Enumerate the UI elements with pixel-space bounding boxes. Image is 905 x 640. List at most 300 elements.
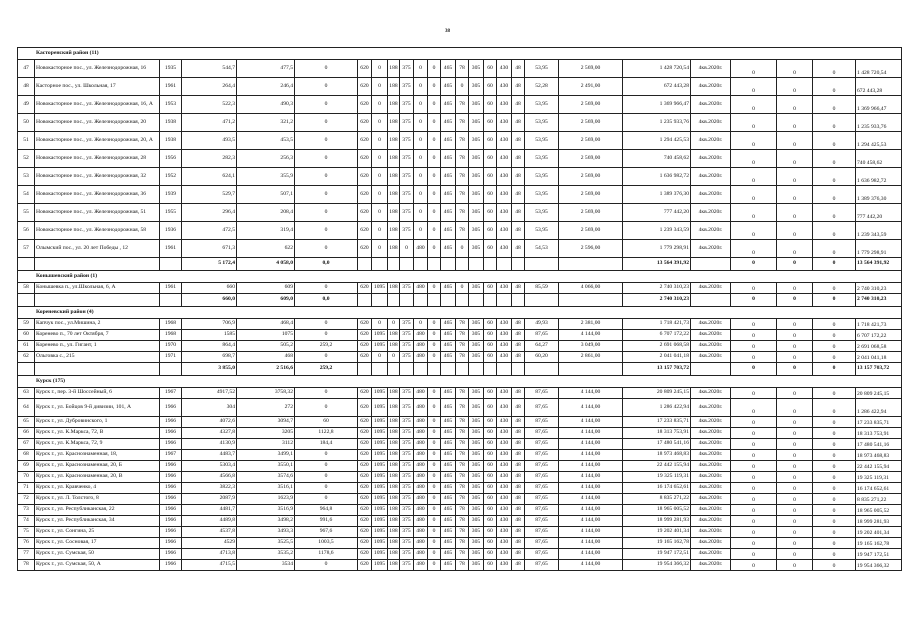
cell-z3: 0 <box>813 96 856 114</box>
cell-period: 4кв.2020г. <box>691 450 731 461</box>
cell-a1: 4537,8 <box>182 527 237 538</box>
table-row <box>18 472 902 483</box>
cell-c2: 0 <box>372 60 388 78</box>
cell-final: 1 235 933,76 <box>856 114 902 132</box>
cell-c7: 465 <box>441 417 456 428</box>
cell-addr: Новокасторное пос., ул. Железнодорожная, 32 <box>35 168 160 186</box>
cell-cost: 4 144,00 <box>559 560 623 571</box>
total-a2: 609,0 <box>237 294 295 307</box>
cell-a3: 0 <box>295 461 358 472</box>
cell-c12: 48 <box>512 472 525 483</box>
cell-a3: 0 <box>295 483 358 494</box>
total-year <box>160 363 182 376</box>
cell-z1: 0 <box>731 505 777 516</box>
cell-c6: 0 <box>428 60 441 78</box>
cell-period: 4кв.2020г. <box>691 240 731 258</box>
cell-year: 1935 <box>160 60 182 78</box>
table-row <box>18 388 902 399</box>
cell-c3: 188 <box>388 428 400 439</box>
cell-c3: 188 <box>388 560 400 571</box>
cell-c7: 465 <box>441 240 456 258</box>
cell-addr: Курск г., ул. Республиканская, 34 <box>35 516 160 527</box>
cell-year: 1971 <box>160 352 182 363</box>
cell-c8: 78 <box>456 168 469 186</box>
cell-cost: 4 144,00 <box>559 439 623 450</box>
cell-n: 56 <box>18 222 35 240</box>
cell-z1: 0 <box>731 204 777 222</box>
cell-c10: 60 <box>484 96 497 114</box>
cell-c4: 375 <box>400 96 414 114</box>
cell-a2: 256,3 <box>237 150 295 168</box>
cell-z2: 0 <box>777 283 813 294</box>
cell-c4: 0 <box>400 240 414 258</box>
total-a3: 259,2 <box>295 363 358 376</box>
cell-c4: 375 <box>400 60 414 78</box>
cell-c10: 60 <box>484 549 497 560</box>
total-c7 <box>441 363 456 376</box>
cell-z3: 0 <box>813 472 856 483</box>
cell-c4: 375 <box>400 330 414 341</box>
cell-z1: 0 <box>731 222 777 240</box>
total-z2: 0 <box>777 258 813 271</box>
cell-period: 4кв.2020г. <box>691 527 731 538</box>
cell-total: 740 458,62 <box>623 150 691 168</box>
cell-c12: 48 <box>512 483 525 494</box>
cell-c10: 60 <box>484 388 497 399</box>
cell-rate: 87,65 <box>525 538 559 549</box>
cell-cost: 4 144,00 <box>559 516 623 527</box>
cell-year: 1966 <box>160 549 182 560</box>
cell-a2: 3493,3 <box>237 527 295 538</box>
cell-c7: 465 <box>441 439 456 450</box>
cell-c7: 465 <box>441 168 456 186</box>
cell-cost: 2 569,00 <box>559 204 623 222</box>
cell-z2: 0 <box>777 516 813 527</box>
cell-a1: 4715,5 <box>182 560 237 571</box>
cell-c5: 480 <box>414 494 428 505</box>
cell-z1: 0 <box>731 439 777 450</box>
total-c4 <box>400 363 414 376</box>
cell-c1: 620 <box>358 494 372 505</box>
cell-c9: 305 <box>469 388 484 399</box>
cell-c5: 480 <box>414 527 428 538</box>
cell-c8: 78 <box>456 505 469 516</box>
cell-c11: 430 <box>497 388 512 399</box>
cell-period: 4кв.2020г. <box>691 352 731 363</box>
cell-total: 2 041 041,18 <box>623 352 691 363</box>
cell-c8: 78 <box>456 341 469 352</box>
cell-c1: 620 <box>358 114 372 132</box>
cell-a2: 246,4 <box>237 78 295 96</box>
cell-a2: 3550,1 <box>237 461 295 472</box>
cell-a1: 660 <box>182 283 237 294</box>
cell-year: 1966 <box>160 505 182 516</box>
cell-c2: 0 <box>372 114 388 132</box>
cell-a3: 60 <box>295 417 358 428</box>
cell-c4: 375 <box>400 549 414 560</box>
cell-total: 1 294 425,53 <box>623 132 691 150</box>
cell-rate: 87,65 <box>525 516 559 527</box>
cell-a2: 3205 <box>237 428 295 439</box>
cell-z2: 0 <box>777 483 813 494</box>
cell-c4: 375 <box>400 132 414 150</box>
cell-n: 76 <box>18 538 35 549</box>
cell-a2: 3535,2 <box>237 549 295 560</box>
cell-year: 1952 <box>160 168 182 186</box>
cell-c10: 60 <box>484 283 497 294</box>
cell-z3: 0 <box>813 399 856 417</box>
cell-rate: 87,65 <box>525 494 559 505</box>
table-row <box>18 204 902 222</box>
total-c6 <box>428 258 441 271</box>
cell-c4: 375 <box>400 527 414 538</box>
cell-c1: 620 <box>358 505 372 516</box>
cell-a2: 3499,1 <box>237 450 295 461</box>
cell-rate: 87,65 <box>525 388 559 399</box>
cell-final: 19 325 119,31 <box>856 472 902 483</box>
cell-z3: 0 <box>813 439 856 450</box>
cell-z3: 0 <box>813 352 856 363</box>
total-c7 <box>441 294 456 307</box>
cell-addr: Курск г., ул. Сумская, 50, А <box>35 560 160 571</box>
cell-a2: 468 <box>237 352 295 363</box>
cell-total: 17 480 541,16 <box>623 439 691 450</box>
cell-c11: 430 <box>497 399 512 417</box>
cell-a1: 4481,7 <box>182 505 237 516</box>
table-row <box>18 240 902 258</box>
table-row <box>18 494 902 505</box>
cell-a1: 5303,4 <box>182 461 237 472</box>
cell-a2: 622 <box>237 240 295 258</box>
cell-c9: 305 <box>469 341 484 352</box>
cell-c7: 465 <box>441 330 456 341</box>
cell-c2: 1095 <box>372 428 388 439</box>
cell-c1: 620 <box>358 538 372 549</box>
cell-c5: 0 <box>414 168 428 186</box>
cell-c2: 1095 <box>372 483 388 494</box>
cell-c2: 0 <box>372 204 388 222</box>
cell-a3: 964,8 <box>295 505 358 516</box>
cell-c9: 305 <box>469 222 484 240</box>
cell-c8: 78 <box>456 527 469 538</box>
cell-c1: 620 <box>358 450 372 461</box>
cell-n: 48 <box>18 78 35 96</box>
cell-cost: 4 144,00 <box>559 450 623 461</box>
cell-c2: 0 <box>372 352 388 363</box>
cell-year: 1938 <box>160 132 182 150</box>
cell-c11: 430 <box>497 428 512 439</box>
cell-n: 67 <box>18 439 35 450</box>
cell-a1: 864,4 <box>182 341 237 352</box>
cell-z3: 0 <box>813 186 856 204</box>
cell-rate: 53,95 <box>525 96 559 114</box>
cell-a3: 0 <box>295 472 358 483</box>
cell-c12: 48 <box>512 168 525 186</box>
cell-c9: 305 <box>469 204 484 222</box>
total-z3: 0 <box>813 294 856 307</box>
cell-year: 1966 <box>160 472 182 483</box>
cell-z1: 0 <box>731 319 777 330</box>
table-row <box>18 450 902 461</box>
section-header <box>18 307 902 319</box>
cell-n: 72 <box>18 494 35 505</box>
total-c2 <box>372 294 388 307</box>
cell-year: 1966 <box>160 527 182 538</box>
cell-c2: 1095 <box>372 283 388 294</box>
cell-a2: 453,5 <box>237 132 295 150</box>
cell-z1: 0 <box>731 96 777 114</box>
cell-z3: 0 <box>813 417 856 428</box>
cell-c9: 305 <box>469 494 484 505</box>
cell-total: 18 973 468,83 <box>623 450 691 461</box>
cell-z3: 0 <box>813 505 856 516</box>
cell-z1: 0 <box>731 132 777 150</box>
cell-c9: 305 <box>469 428 484 439</box>
cell-c10: 60 <box>484 560 497 571</box>
cell-cost: 2 861,00 <box>559 352 623 363</box>
cell-z2: 0 <box>777 549 813 560</box>
cell-final: 18 965 005,52 <box>856 505 902 516</box>
cell-z3: 0 <box>813 538 856 549</box>
cell-c12: 48 <box>512 505 525 516</box>
cell-c6: 0 <box>428 319 441 330</box>
cell-c10: 60 <box>484 78 497 96</box>
cell-a2: 3498,2 <box>237 516 295 527</box>
total-a1: 3 855,0 <box>182 363 237 376</box>
cell-c5: 480 <box>414 240 428 258</box>
cell-period: 4кв.2020г. <box>691 549 731 560</box>
cell-period: 4кв.2020г. <box>691 560 731 571</box>
cell-addr: Курск г., ул. Краснознаменная, 20, В <box>35 472 160 483</box>
table-row <box>18 319 902 330</box>
cell-c11: 430 <box>497 222 512 240</box>
cell-n: 75 <box>18 527 35 538</box>
cell-c6: 0 <box>428 527 441 538</box>
total-z3: 0 <box>813 258 856 271</box>
cell-c11: 430 <box>497 549 512 560</box>
cell-c9: 305 <box>469 538 484 549</box>
cell-c2: 1095 <box>372 527 388 538</box>
cell-c6: 0 <box>428 78 441 96</box>
cell-c9: 305 <box>469 549 484 560</box>
cell-c11: 430 <box>497 352 512 363</box>
cell-year: 1966 <box>160 560 182 571</box>
cell-z2: 0 <box>777 352 813 363</box>
cell-cost: 4 144,00 <box>559 428 623 439</box>
table-row <box>18 527 902 538</box>
cell-c5: 480 <box>414 549 428 560</box>
cell-z3: 0 <box>813 204 856 222</box>
cell-z1: 0 <box>731 399 777 417</box>
cell-a3: 1122,8 <box>295 428 358 439</box>
cell-total: 20 809 245,15 <box>623 388 691 399</box>
cell-c4: 375 <box>400 560 414 571</box>
cell-addr: Курск г., ул. К.Маркса, 72, В <box>35 428 160 439</box>
cell-c4: 375 <box>400 168 414 186</box>
cell-c7: 465 <box>441 505 456 516</box>
cell-rate: 87,65 <box>525 560 559 571</box>
cell-z1: 0 <box>731 494 777 505</box>
cell-a1: 529,7 <box>182 186 237 204</box>
cell-final: 18 313 753,91 <box>856 428 902 439</box>
cell-z2: 0 <box>777 461 813 472</box>
cell-total: 1 718 421,73 <box>623 319 691 330</box>
cell-c2: 1095 <box>372 330 388 341</box>
cell-a3: 967,6 <box>295 527 358 538</box>
cell-a1: 4566,8 <box>182 472 237 483</box>
cell-z1: 0 <box>731 240 777 258</box>
cell-c4: 375 <box>400 341 414 352</box>
cell-c5: 480 <box>414 399 428 417</box>
cell-year: 1966 <box>160 417 182 428</box>
cell-z1: 0 <box>731 78 777 96</box>
table-row <box>18 283 902 294</box>
cell-c2: 1095 <box>372 341 388 352</box>
cell-period: 4кв.2020г. <box>691 319 731 330</box>
cell-z3: 0 <box>813 341 856 352</box>
cell-c12: 48 <box>512 341 525 352</box>
total-n <box>18 294 35 307</box>
cell-rate: 87,65 <box>525 417 559 428</box>
cell-c1: 620 <box>358 330 372 341</box>
cell-c6: 0 <box>428 516 441 527</box>
cell-a1: 522,3 <box>182 96 237 114</box>
cell-c12: 48 <box>512 428 525 439</box>
cell-c7: 465 <box>441 428 456 439</box>
total-addr <box>35 363 160 376</box>
total-c11 <box>497 363 512 376</box>
cell-c5: 0 <box>414 150 428 168</box>
cell-cost: 3 049,00 <box>559 341 623 352</box>
cell-rate: 87,65 <box>525 549 559 560</box>
cell-cost: 4 144,00 <box>559 538 623 549</box>
cell-z3: 0 <box>813 168 856 186</box>
cell-c8: 78 <box>456 417 469 428</box>
cell-period: 4кв.2020г. <box>691 505 731 516</box>
cell-rate: 87,65 <box>525 399 559 417</box>
cell-c3: 188 <box>388 538 400 549</box>
cell-n: 63 <box>18 388 35 399</box>
cell-z2: 0 <box>777 96 813 114</box>
cell-c11: 430 <box>497 417 512 428</box>
cell-period: 4кв.2020г. <box>691 341 731 352</box>
cell-rate: 54,53 <box>525 240 559 258</box>
cell-a1: 493,5 <box>182 132 237 150</box>
cell-year: 1956 <box>160 150 182 168</box>
cell-total: 19 954 366,32 <box>623 560 691 571</box>
total-period <box>691 294 731 307</box>
cell-c11: 430 <box>497 60 512 78</box>
total-period <box>691 258 731 271</box>
table-row <box>18 96 902 114</box>
cell-final: 18 999 281,93 <box>856 516 902 527</box>
cell-rate: 87,65 <box>525 483 559 494</box>
cell-cost: 2 491,00 <box>559 78 623 96</box>
cell-c4: 375 <box>400 505 414 516</box>
cell-c6: 0 <box>428 505 441 516</box>
cell-c6: 0 <box>428 204 441 222</box>
cell-c6: 0 <box>428 240 441 258</box>
cell-a1: 1585 <box>182 330 237 341</box>
cell-period: 4кв.2020г. <box>691 150 731 168</box>
cell-a2: 321,2 <box>237 114 295 132</box>
cell-c9: 305 <box>469 132 484 150</box>
cell-c2: 0 <box>372 319 388 330</box>
cell-c2: 1095 <box>372 417 388 428</box>
total-c3 <box>388 363 400 376</box>
total-n <box>18 258 35 271</box>
cell-c6: 0 <box>428 186 441 204</box>
total-c2 <box>372 258 388 271</box>
cell-n: 66 <box>18 428 35 439</box>
cell-c7: 465 <box>441 560 456 571</box>
cell-c12: 48 <box>512 319 525 330</box>
cell-a1: 471,2 <box>182 114 237 132</box>
cell-c10: 60 <box>484 461 497 472</box>
cell-n: 71 <box>18 483 35 494</box>
total-c1 <box>358 294 372 307</box>
cell-rate: 87,65 <box>525 428 559 439</box>
cell-z3: 0 <box>813 240 856 258</box>
section-header <box>18 271 902 283</box>
cell-c10: 60 <box>484 222 497 240</box>
table-row <box>18 186 902 204</box>
cell-a3: 0 <box>295 352 358 363</box>
cell-total: 17 233 835,71 <box>623 417 691 428</box>
cell-c1: 620 <box>358 399 372 417</box>
cell-c8: 78 <box>456 319 469 330</box>
cell-c12: 48 <box>512 283 525 294</box>
cell-c7: 465 <box>441 186 456 204</box>
cell-c3: 188 <box>388 78 400 96</box>
cell-z2: 0 <box>777 388 813 399</box>
cell-c3: 188 <box>388 283 400 294</box>
cell-c11: 430 <box>497 96 512 114</box>
section-header <box>18 376 902 388</box>
cell-period: 4кв.2020г. <box>691 96 731 114</box>
table-row <box>18 168 902 186</box>
cell-a3: 0 <box>295 240 358 258</box>
cell-period: 4кв.2020г. <box>691 114 731 132</box>
cell-total: 19 947 172,51 <box>623 549 691 560</box>
cell-c4: 375 <box>400 538 414 549</box>
cell-c1: 620 <box>358 222 372 240</box>
total-rate <box>525 294 559 307</box>
cell-c6: 0 <box>428 352 441 363</box>
cell-c3: 188 <box>388 516 400 527</box>
cell-c2: 1095 <box>372 450 388 461</box>
cell-c2: 0 <box>372 240 388 258</box>
cell-total: 16 174 652,61 <box>623 483 691 494</box>
cell-c12: 48 <box>512 527 525 538</box>
cell-c4: 375 <box>400 222 414 240</box>
cell-z1: 0 <box>731 483 777 494</box>
cell-c4: 375 <box>400 319 414 330</box>
cell-c8: 78 <box>456 60 469 78</box>
cell-c8: 78 <box>456 494 469 505</box>
cell-a3: 0 <box>295 132 358 150</box>
cell-c6: 0 <box>428 114 441 132</box>
cell-final: 19 947 172,51 <box>856 549 902 560</box>
cell-c4: 375 <box>400 494 414 505</box>
cell-z3: 0 <box>813 330 856 341</box>
cell-c10: 60 <box>484 114 497 132</box>
cell-c5: 480 <box>414 352 428 363</box>
cell-total: 18 313 753,91 <box>623 428 691 439</box>
cell-c11: 430 <box>497 494 512 505</box>
table-row <box>18 352 902 363</box>
cell-c12: 48 <box>512 96 525 114</box>
